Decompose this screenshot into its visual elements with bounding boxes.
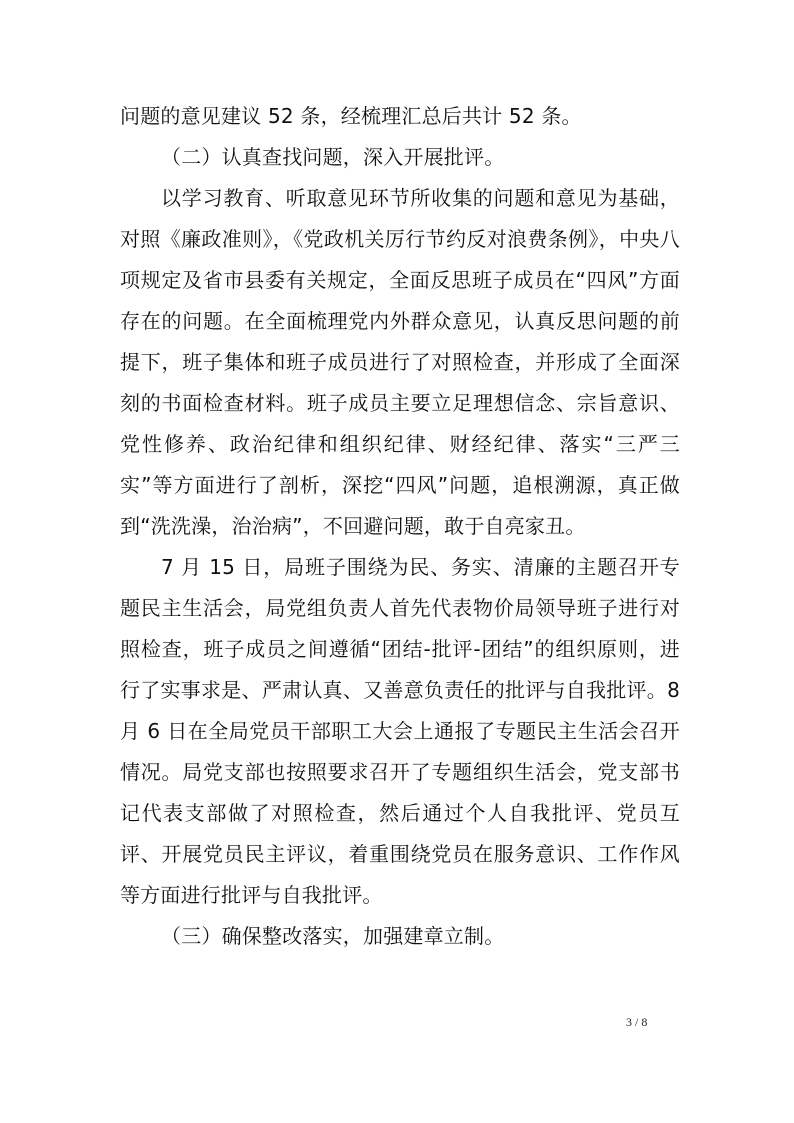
document-body	[120, 96, 680, 957]
section-heading-2: （二）认真查找问题，深入开展批评。	[161, 145, 505, 169]
section-heading-3: （三）确保整改落实，加强建章立制。	[161, 924, 505, 948]
paragraph-self-review: 以学习教育、听取意见环节所收集的问题和意见为基础，对照《廉政准则》，《党政机关厉行节约反对浪费条例》，中央八项规定及省市县委有关规定，全面反思班子成员在“四风”方面存在的问题。在全面梳理党内外群众意见，认真反思问题的前提下，班子集体和班子成员进行了对照检查，并形成了全面深刻的书面检查材料。班子成员主要立足理想信念、宗旨意识、党性修养、政治纪律和组织纪律、财经纪律、落实“三严三实”等方面进行了剖析，深挖“四风”问题，追根溯源，真正做到“洗洗澡，治治病”，不回避问题，敢于自亮家丑。	[120, 186, 680, 538]
paragraph-continuation: 问题的意见建议 52 条，经梳理汇总后共计 52 条。	[120, 104, 582, 128]
paragraph-democratic-meeting: 7 月 15 日，局班子围绕为民、务实、清廉的主题召开专题民主生活会，局党组负责人首先代表物价局领导班子进行对照检查，班子成员之间遵循“团结-批评-团结”的组织原则，进行了实事求是、严肃认真、又善意负责任的批评与自我批评。8 月 6 日在全局党员干部职工大会上通报了专题民主生活会召开情况。局党支部也按照要求召开了专题组织生活会，党支部书记代表支部做了对照检查，然后通过个人自我批评、党员互评、开展党员民主评议，着重围绕党员在服务意识、工作作风等方面进行批评与自我批评。	[120, 555, 680, 907]
page-number: 3 / 8	[626, 1015, 648, 1029]
